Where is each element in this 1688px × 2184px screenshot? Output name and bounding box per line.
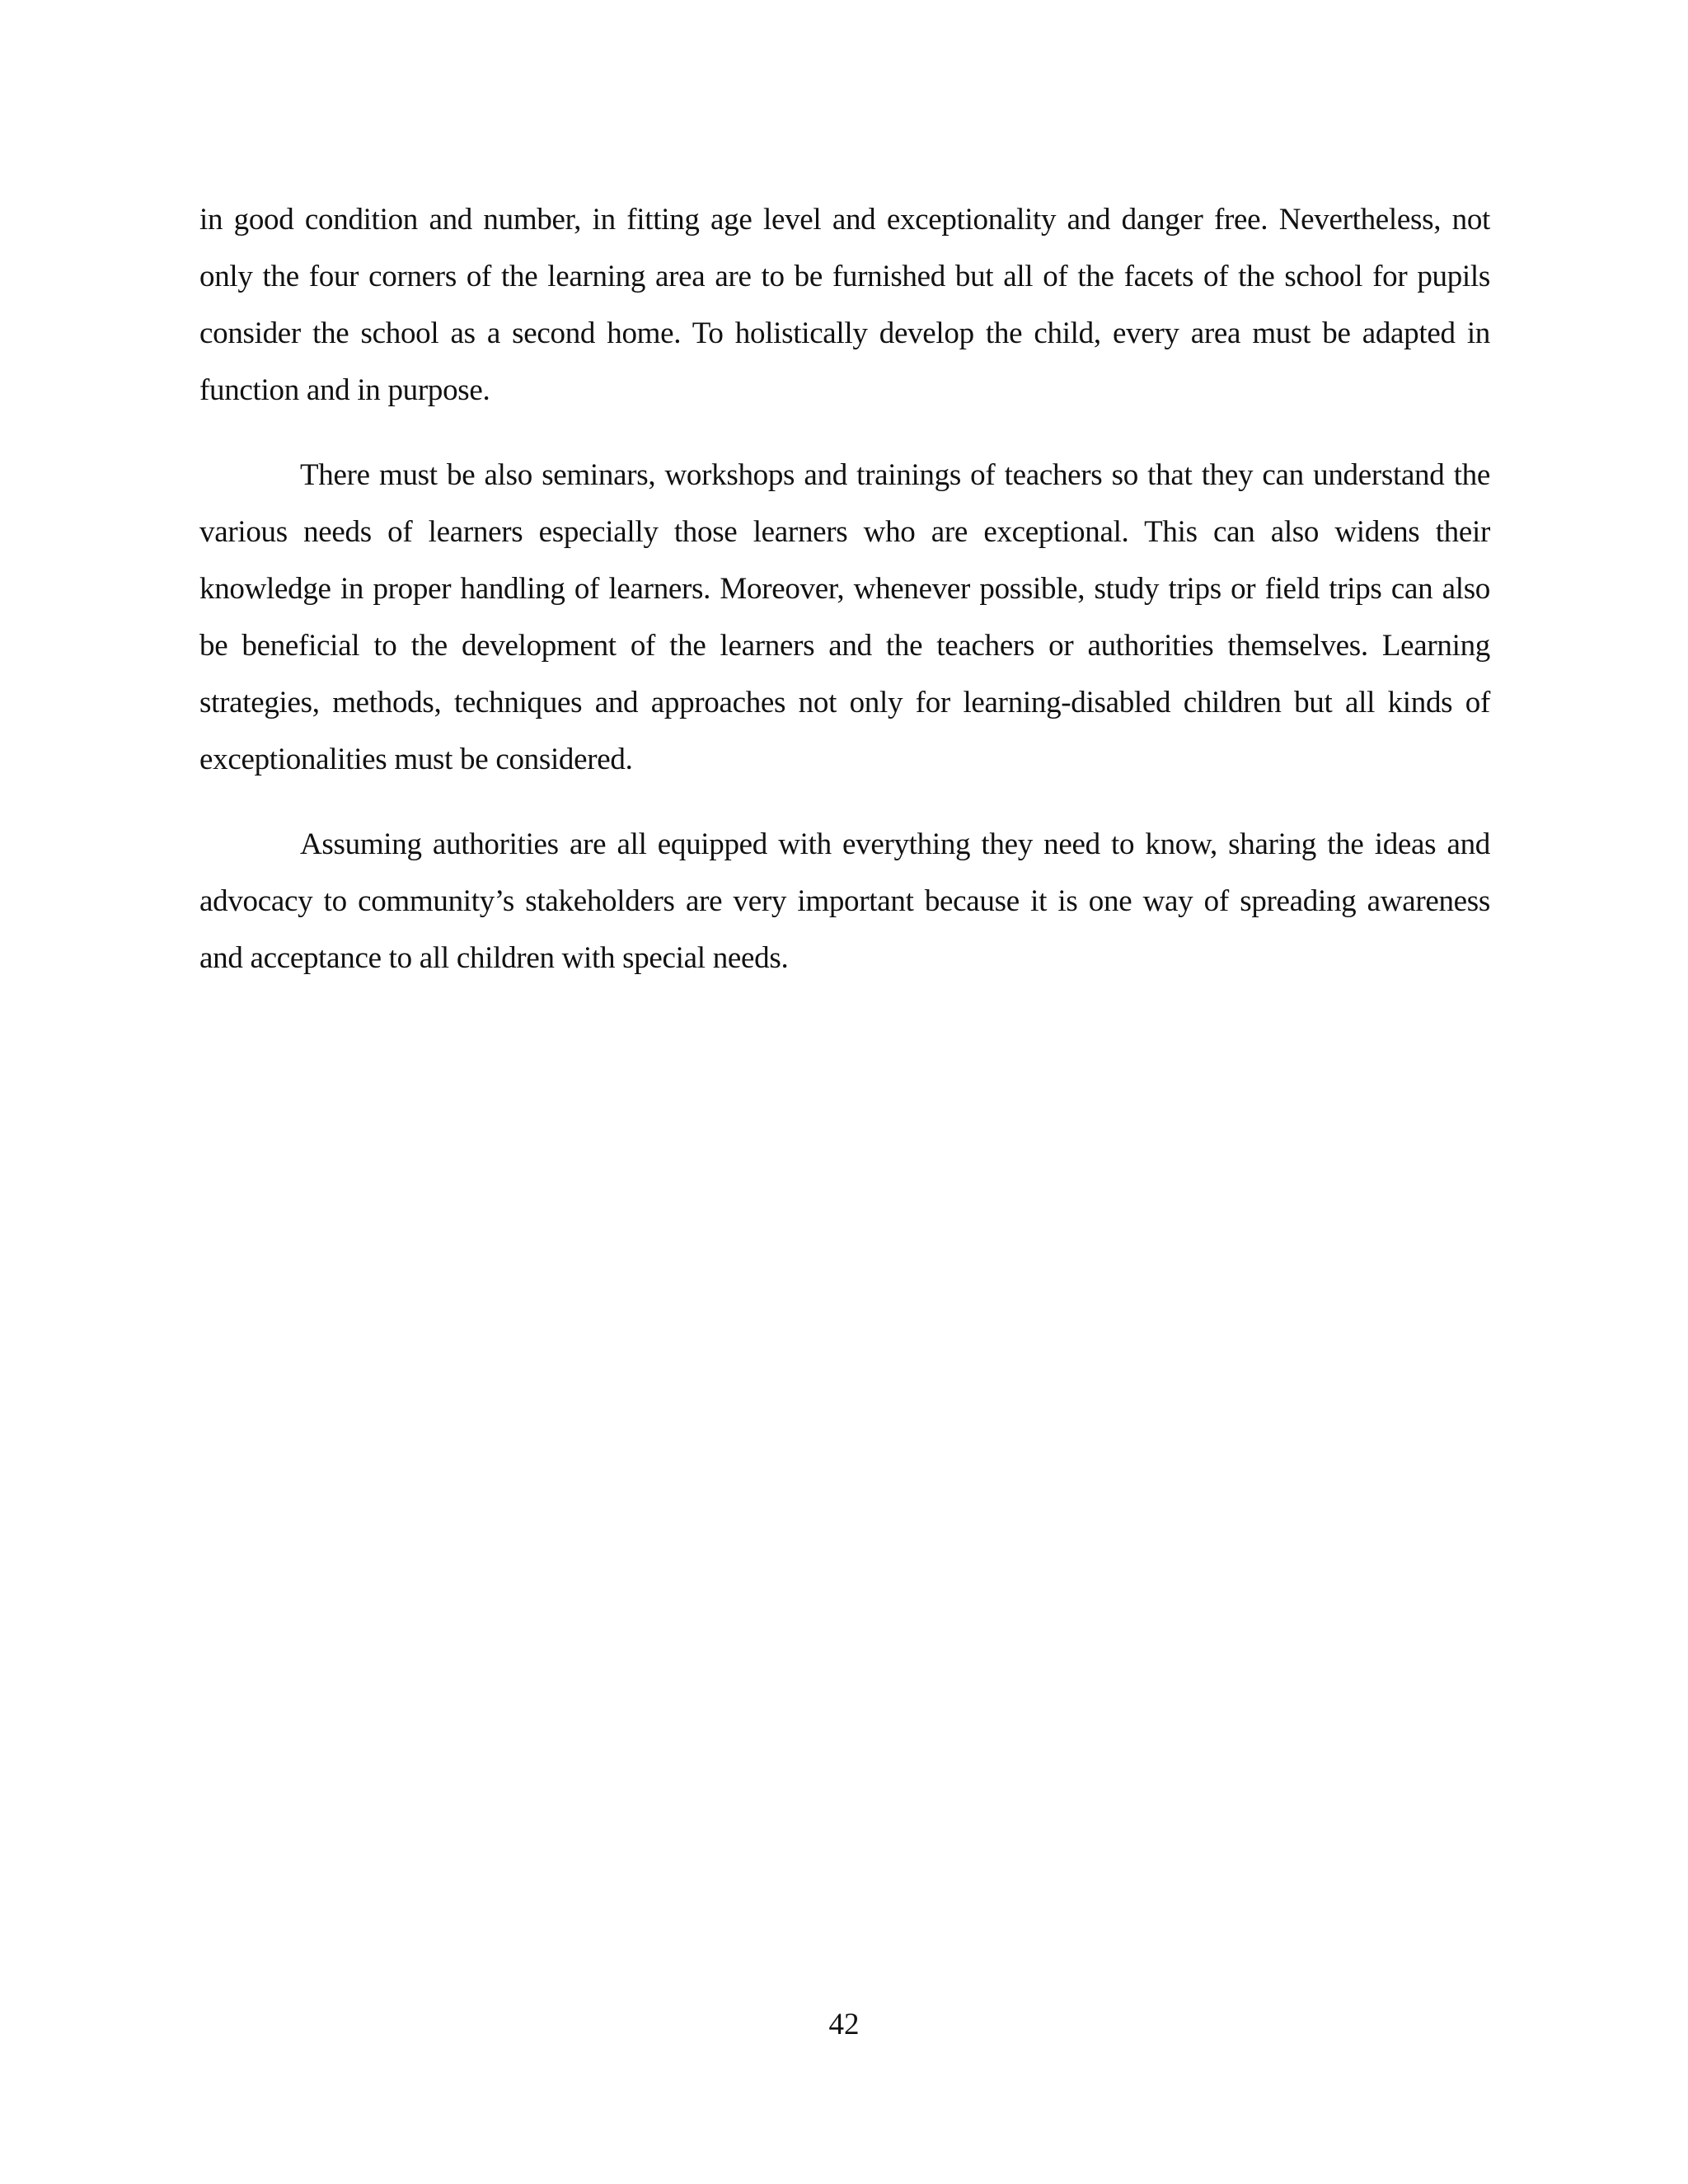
- paragraph-continuation: in good condition and number, in fitting age level and exceptionality and danger free. Nevertheless, not only the four corners of the learning area are to be furnished but all of the facets of the school for pupils consider the school as a second home. To holistically develop the child, every area must be adapted in function and in purpose.: [199, 203, 1490, 407]
- paragraph-advocacy: Assuming authorities are all equipped with everything they need to know, sharing the ideas and advocacy to community’s stakeholders are very important because it is one way of spreading awareness and acceptance to all children with special needs.: [199, 827, 1490, 975]
- body-text: [199, 191, 1490, 1015]
- paragraph-teacher-training: There must be also seminars, workshops and trainings of teachers so that they can understand the various needs of learners especially those learners who are exceptional. This can also widens their knowledge in proper handling of learners. Moreover, whenever possible, study trips or field trips can also be beneficial to the development of the learners and the teachers or authorities themselves. Learning strategies, methods, techniques and approaches not only for learning-disabled children but all kinds of exceptionalities must be considered.: [199, 458, 1490, 776]
- page-number: 42: [828, 2008, 860, 2041]
